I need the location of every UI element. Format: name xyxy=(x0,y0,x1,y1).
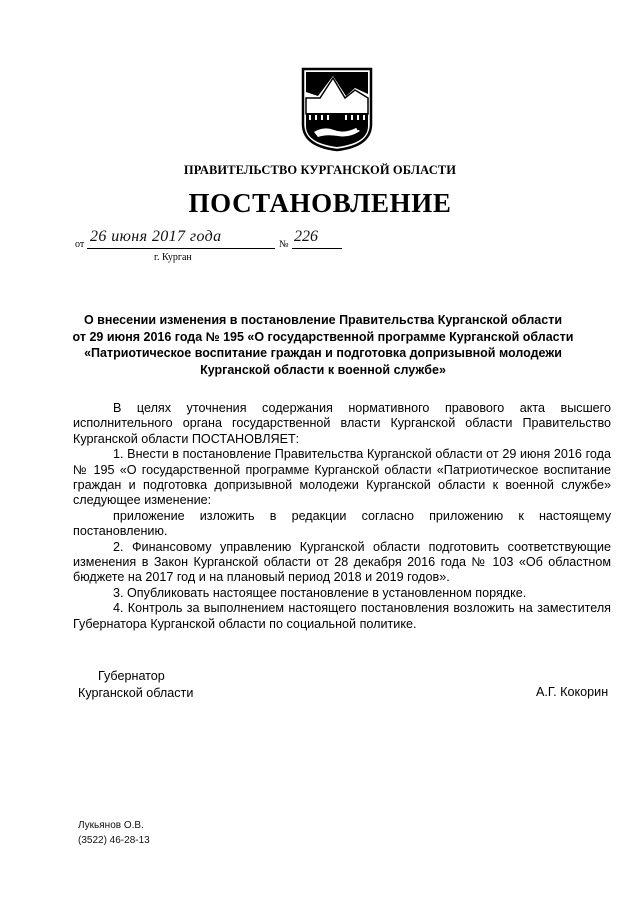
executor-phone: (3522) 46-28-13 xyxy=(78,835,150,846)
position-line: Курганской области xyxy=(78,686,194,700)
item-4: 4. Контроль за выполнением настоящего постановления возложить на заместителя Губернатора Курганской области по социальной политике. xyxy=(73,601,611,631)
executor-name: Лукьянов О.В. xyxy=(78,820,144,831)
city: г. Курган xyxy=(154,252,192,263)
item-1-sub: приложение изложить в редакции согласно приложению к настоящему постановлению. xyxy=(73,508,611,539)
document-body xyxy=(73,401,611,632)
number-label: № xyxy=(279,239,289,250)
title-line: «Патриотическое воспитание граждан и подготовка допризывной молодежи xyxy=(84,346,562,360)
item-2: 2. Финансовому управлению Курганской области подготовить соответствующие изменения в Закон Курганской области от 28 декабря 2016 года № 103 «Об областном бюджете на 2017 год и на плановый период 2018 и 2019 годов». xyxy=(73,539,611,585)
number-underline xyxy=(292,248,342,249)
handwritten-number: 226 xyxy=(294,228,318,245)
intro-paragraph: В целях уточнения содержания нормативного правового акта высшего исполнительного органа государственной власти Курганской области Правительство Курганской области ПОСТАНОВЛЯЕТ: xyxy=(73,401,611,446)
coat-of-arms-emblem xyxy=(300,66,374,152)
title-line: О внесении изменения в постановление Правительства Курганской области xyxy=(83,313,563,327)
executor-info xyxy=(78,818,150,848)
item-1: 1. Внести в постановление Правительства Курганской области от 29 июня 2016 года № 195 «О государственной программе Курганской области «Патриотическое воспитание граждан и подготовка допризывной молодежи Курганской области к военной службе» следующее изменение: xyxy=(73,447,611,508)
handwritten-date: 26 июня 2017 года xyxy=(90,228,222,245)
date-underline xyxy=(87,248,275,249)
organization-name: ПРАВИТЕЛЬСТВО КУРГАНСКОЙ ОБЛАСТИ xyxy=(183,163,457,177)
title-line: Курганской области к военной службе» xyxy=(200,362,446,377)
date-prefix: от xyxy=(75,239,85,250)
date-number-line xyxy=(70,228,350,256)
document-title xyxy=(60,312,586,378)
title-line: от 29 июня 2016 года № 195 «О государственной программе Курганской области xyxy=(72,329,574,344)
item-3: 3. Опубликовать настоящее постановление в установленном порядке. xyxy=(113,585,527,600)
position-line: Губернатор xyxy=(98,669,165,683)
document-type: ПОСТАНОВЛЕНИЕ xyxy=(188,188,452,218)
signatory-position xyxy=(78,668,193,702)
signatory-name: А.Г. Кокорин xyxy=(536,685,609,699)
